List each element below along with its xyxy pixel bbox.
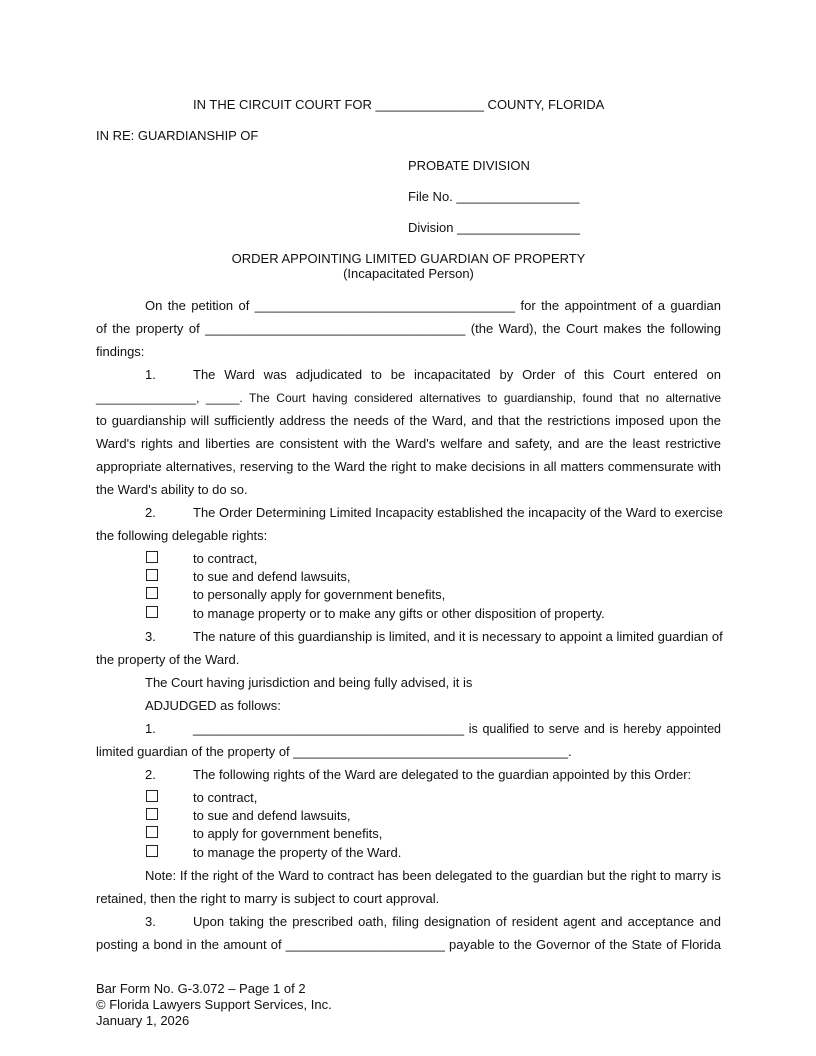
right-b-property-checkbox[interactable]: [146, 845, 158, 857]
right-b-label: to contract,: [193, 790, 258, 805]
finding-1-line-1: The Ward was adjudicated to be incapacitated by Order of this Court entered on: [193, 367, 721, 382]
intro-line-1: On the petition of ____________________________________ for the appointment of a guardian: [145, 298, 721, 313]
right-b-label: to sue and defend lawsuits,: [193, 808, 351, 823]
finding-1-line-4: Ward's rights and liberties are consistent with the Ward's welfare and safety, and are the least restrictive: [96, 436, 721, 451]
probate-division: PROBATE DIVISION: [408, 158, 530, 173]
right-a-lawsuits-checkbox[interactable]: [146, 569, 158, 581]
order-subtitle: (Incapacitated Person): [343, 266, 474, 281]
finding-1-line-6: the Ward's ability to do so.: [96, 482, 248, 497]
right-a-label: to sue and defend lawsuits,: [193, 569, 351, 584]
finding-3-number: 3.: [145, 629, 156, 644]
right-a-label: to contract,: [193, 551, 258, 566]
note-line-1: Note: If the right of the Ward to contract has been delegated to the guardian but the right to marry is: [145, 868, 721, 883]
adjudged-3-line-1: Upon taking the prescribed oath, filing designation of resident agent and acceptance and: [193, 914, 721, 929]
file-number-field: File No. _________________: [408, 189, 580, 204]
right-b-lawsuits-checkbox[interactable]: [146, 808, 158, 820]
intro-line-2: of the property of ____________________________________ (the Ward), the Court makes the following: [96, 321, 721, 336]
finding-1-line-3: to guardianship will sufficiently address the needs of the Ward, and that the restrictions imposed upon the: [96, 413, 721, 428]
copyright-notice: © Florida Lawyers Support Services, Inc.: [96, 997, 332, 1012]
adjudged-2-line-1: The following rights of the Ward are delegated to the guardian appointed by this Order:: [193, 767, 692, 782]
right-b-contract-checkbox[interactable]: [146, 790, 158, 802]
adjudged-1-line-2: limited guardian of the property of ______________________________________.: [96, 744, 572, 759]
finding-1-line-2: _______________, _____. The Court having considered alternatives to guardianship, found that no alternative: [96, 391, 721, 405]
finding-1-number: 1.: [145, 367, 156, 382]
adjudged-3-line-2: posting a bond in the amount of ______________________ payable to the Governor of the State of Florida: [96, 937, 721, 952]
order-title: ORDER APPOINTING LIMITED GUARDIAN OF PROPERTY: [231, 251, 586, 266]
finding-3-line-1: The nature of this guardianship is limited, and it is necessary to appoint a limited guardian of: [193, 629, 723, 644]
adjudged-1-number: 1.: [145, 721, 156, 736]
adjudged-2-number: 2.: [145, 767, 156, 782]
right-a-contract-checkbox[interactable]: [146, 551, 158, 563]
finding-2-line-1: The Order Determining Limited Incapacity established the incapacity of the Ward to exercise: [193, 505, 723, 520]
right-a-label: to manage property or to make any gifts or other disposition of property.: [193, 606, 605, 621]
bar-form-number: Bar Form No. G-3.072 – Page 1 of 2: [96, 981, 306, 996]
intro-line-3: findings:: [96, 344, 145, 359]
adjudged-1-line-1: _______________________________________ is qualified to serve and is hereby appointed: [193, 722, 721, 736]
jurisdiction-line: The Court having jurisdiction and being fully advised, it is: [145, 675, 473, 690]
right-a-property-checkbox[interactable]: [146, 606, 158, 618]
right-b-label: to manage the property of the Ward.: [193, 845, 402, 860]
note-line-2: retained, then the right to marry is subject to court approval.: [96, 891, 440, 906]
finding-2-number: 2.: [145, 505, 156, 520]
adjudged-3-number: 3.: [145, 914, 156, 929]
finding-2-line-2: the following delegable rights:: [96, 528, 268, 543]
adjudged-heading: ADJUDGED as follows:: [145, 698, 281, 713]
right-b-label: to apply for government benefits,: [193, 826, 383, 841]
finding-1-line-5: appropriate alternatives, reserving to the Ward the right to make decisions in all matters commensurate with: [96, 459, 721, 474]
right-b-benefits-checkbox[interactable]: [146, 826, 158, 838]
right-a-label: to personally apply for government benefits,: [193, 587, 446, 602]
division-field: Division _________________: [408, 220, 581, 235]
finding-3-line-2: the property of the Ward.: [96, 652, 240, 667]
court-caption: IN THE CIRCUIT COURT FOR _______________ COUNTY, FLORIDA: [193, 97, 605, 112]
right-a-benefits-checkbox[interactable]: [146, 587, 158, 599]
in-re-caption: IN RE: GUARDIANSHIP OF: [96, 128, 259, 143]
form-date: January 1, 2026: [96, 1013, 190, 1028]
